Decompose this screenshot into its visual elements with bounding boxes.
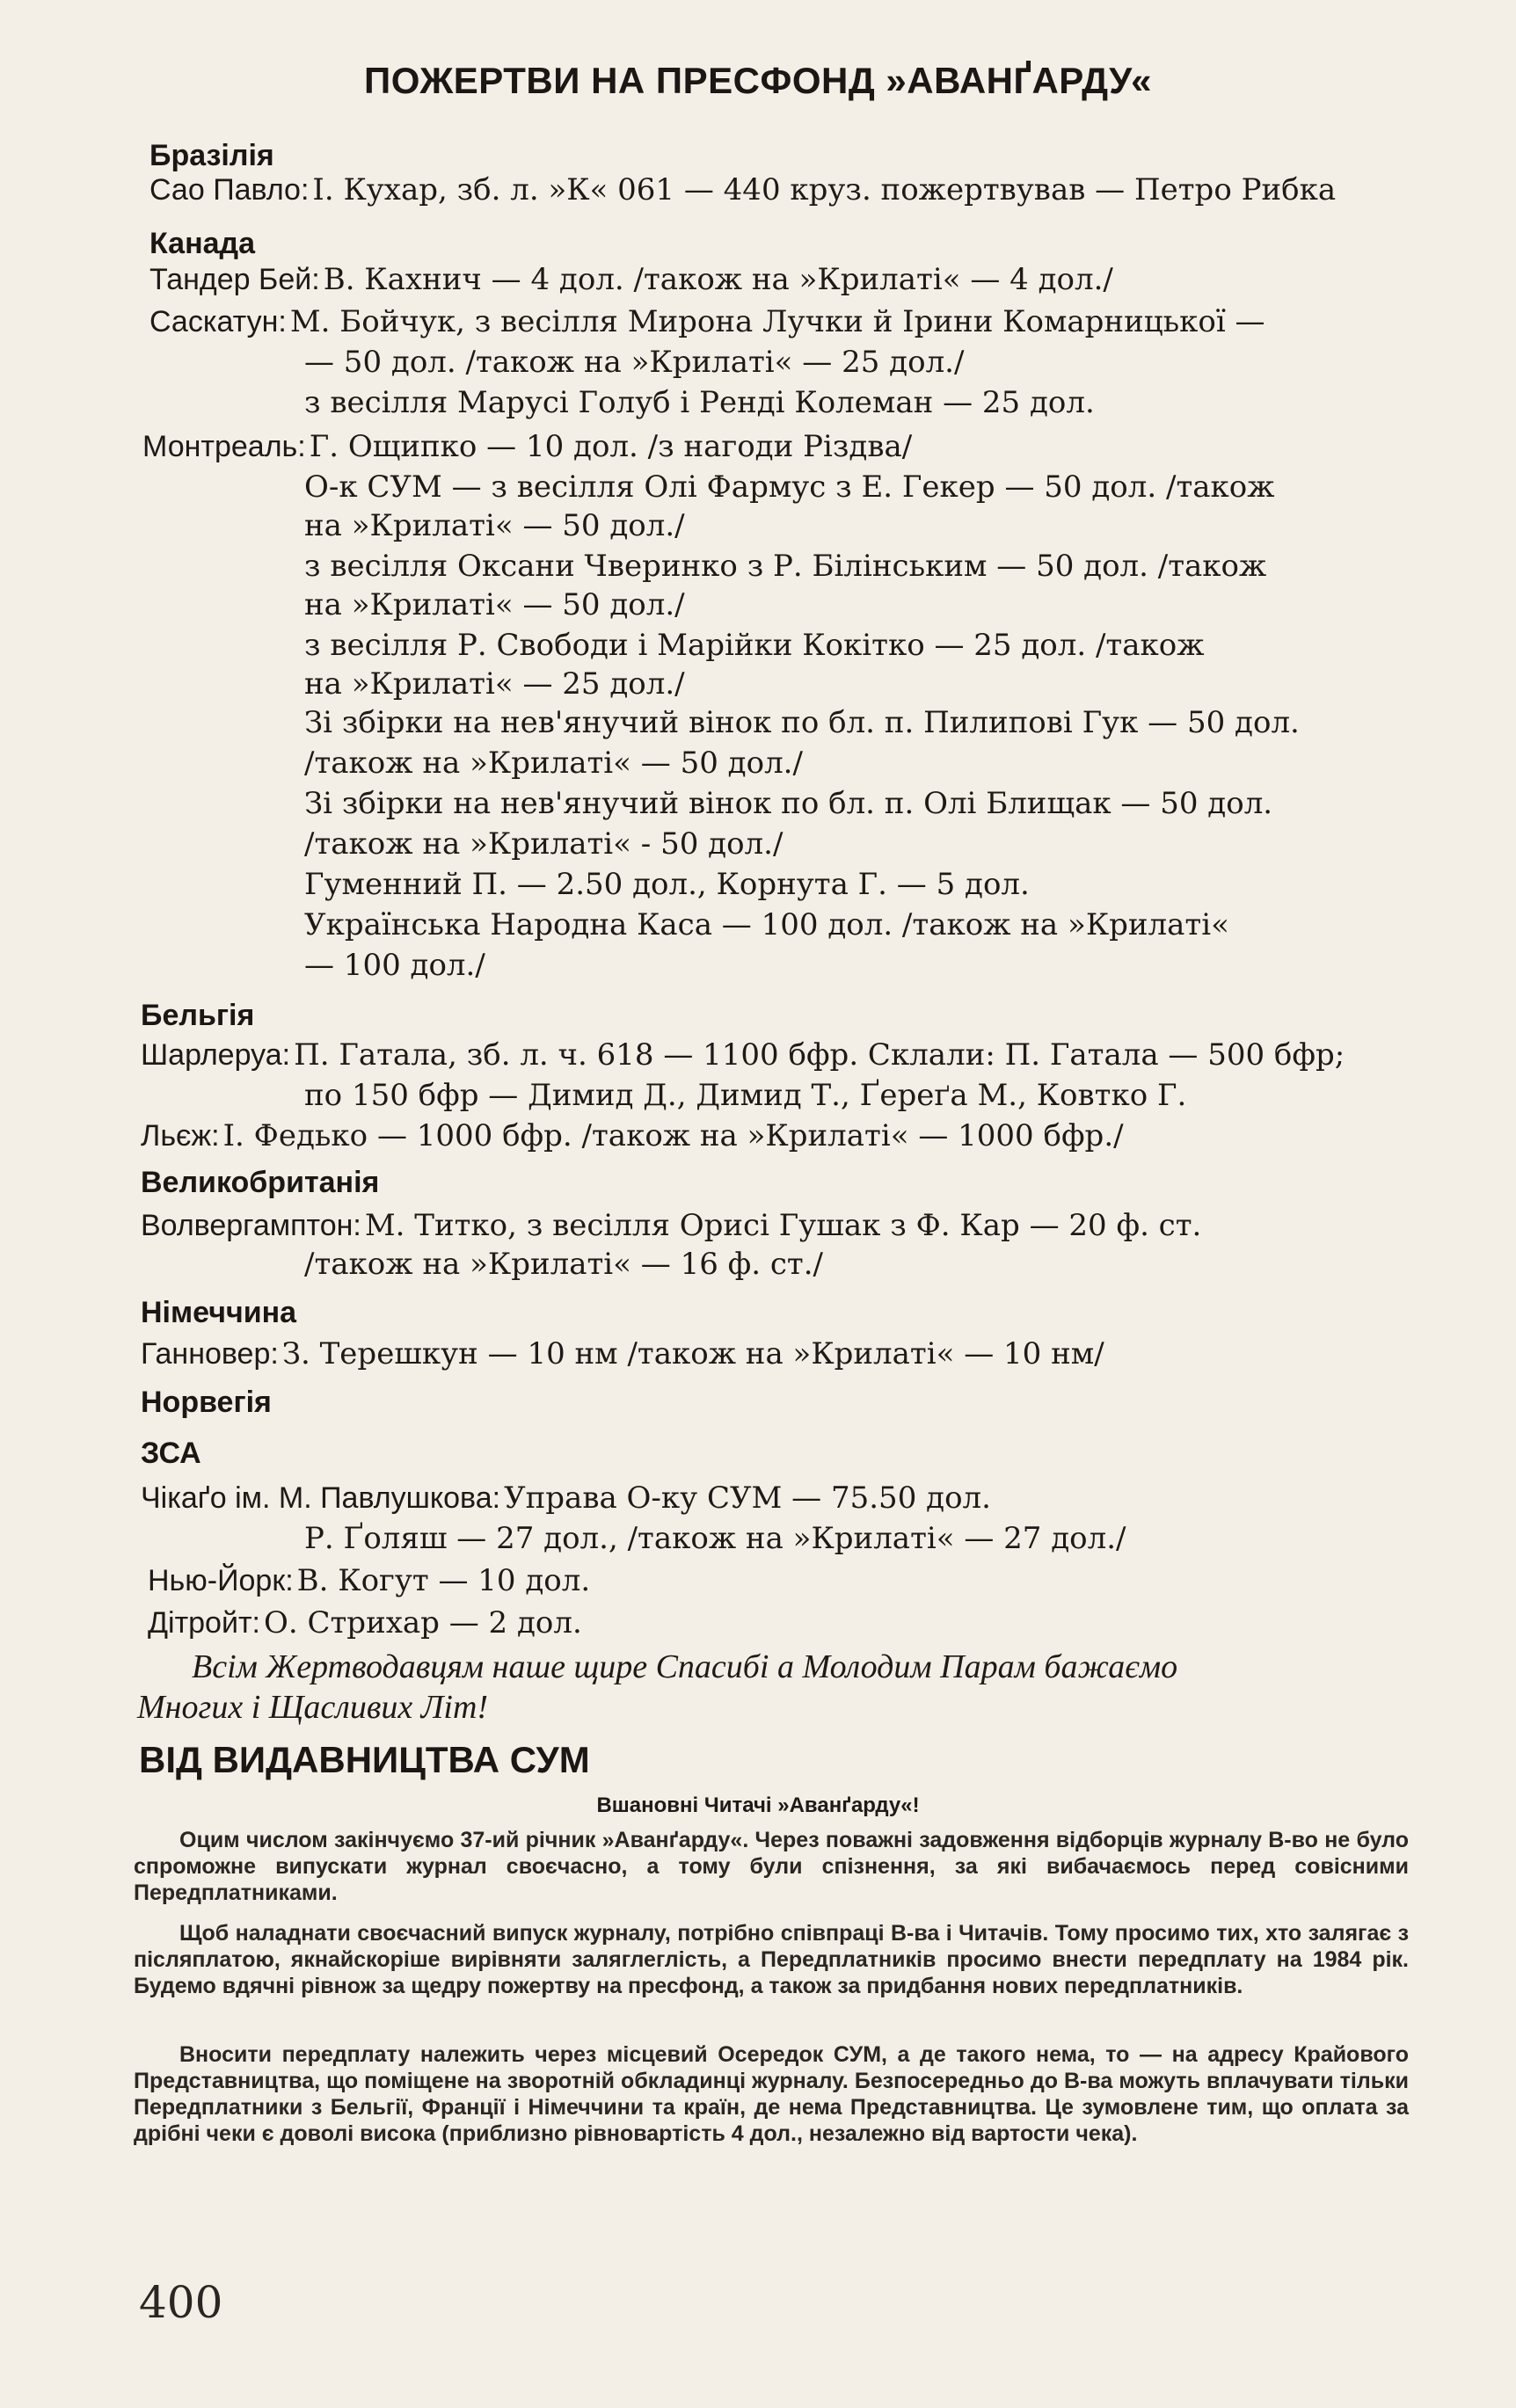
paragraph-1: Оцим числом закінчуємо 37-ий річник »Аванґарду«. Через поважні задовження відборців журналу В-во не було спроможне випускати журнал своєчасно, а тому були спізнення, за які вибачаємось перед совісними Передплатниками.: [134, 1828, 1409, 1905]
donation-line: [141, 1336, 1104, 1371]
city-label: Волвергамптон:: [141, 1209, 361, 1242]
donation-text: М. Бойчук, з весілля Мирона Лучки й Ірини Комарницької —: [289, 304, 1265, 339]
donation-text: М. Титко, з весілля Орисі Гушак з Ф. Кар — 20 ф. ст.: [364, 1208, 1202, 1243]
donation-continuation: на »Крилаті« — 50 дол./: [304, 587, 685, 622]
donation-continuation: — 50 дол. /також на »Крилаті« — 25 дол./: [304, 345, 965, 380]
city-label: Тандер Бей:: [149, 263, 320, 296]
donation-continuation: Зі збірки на нев'янучий вінок по бл. п. Олі Блищак — 50 дол.: [304, 786, 1273, 821]
donation-line: [148, 1605, 582, 1640]
donation-continuation: /також на »Крилаті« - 50 дол./: [304, 826, 784, 862]
donation-continuation: з весілля Оксани Чверинко з Р. Білінським — 50 дол. /також: [304, 549, 1267, 584]
city-label: Нью-Йорк:: [148, 1564, 294, 1597]
donation-continuation: — 100 дол./: [304, 948, 485, 983]
donation-text: В. Когут — 10 дол.: [296, 1563, 591, 1598]
donation-continuation: з весілля Р. Свободи і Марійки Кокітко — 25 дол. /також: [304, 628, 1205, 663]
country-heading-germany: Німеччина: [141, 1296, 297, 1329]
donation-text: Управа О-ку СУМ — 75.50 дол.: [504, 1480, 991, 1516]
donation-line: [142, 429, 912, 464]
donation-text: І. Кухар, зб. л. »К« 061 — 440 круз. пожертвував — Петро Рибка: [312, 172, 1337, 207]
greeting: Вшановні Читачі »Аванґарду«!: [596, 1793, 920, 1817]
city-label: Льєж:: [141, 1119, 220, 1153]
page-number: 400: [139, 2277, 223, 2328]
donation-continuation: на »Крилаті« — 50 дол./: [304, 508, 685, 543]
city-label: Шарлеруа:: [141, 1038, 291, 1072]
paragraph-3: Вносити передплату належить через місцевий Осередок СУМ, а де такого нема, то — на адресу Крайового Представництва, що поміщене на зворотній обкладинці журналу. Безпосередньо до В-ва можуть вплачувати тільки Передплатники з Бельгії, Франції і Німеччини та країн, де нема Представництва. Це зумовлене тим, що оплата за дрібні чеки є доволі висока (приблизно рівновартість 4 дол., незалежно від вартости чека).: [134, 2042, 1409, 2146]
donation-line: [141, 1037, 1345, 1073]
country-heading-belgium: Бельгія: [141, 999, 255, 1032]
donation-continuation: /також на »Крилаті« — 16 ф. ст./: [304, 1247, 824, 1282]
city-label: Дітройт:: [148, 1606, 260, 1640]
country-heading-norway: Норвегія: [141, 1386, 272, 1419]
donation-continuation: /також на »Крилаті« — 50 дол./: [304, 746, 803, 781]
city-label: Саскатун:: [149, 305, 287, 338]
country-heading-canada: Канада: [149, 227, 256, 260]
city-label: Сао Павло:: [149, 173, 310, 207]
donation-line: [141, 1118, 1124, 1153]
donation-line: [149, 304, 1265, 339]
donation-line: [148, 1563, 590, 1598]
donation-line: [149, 262, 1113, 297]
donation-text: В. Кахнич — 4 дол. /також на »Крилаті« — 4 дол./: [323, 262, 1113, 297]
country-heading-usa: ЗСА: [141, 1437, 201, 1470]
donation-text: Г. Ощипко — 10 дол. /з нагоди Різдва/: [309, 429, 913, 464]
donation-continuation: Зі збірки на нев'янучий вінок по бл. п. Пилипові Гук — 50 дол.: [304, 705, 1300, 740]
section-title-publisher: ВІД ВИДАВНИЦТВА СУМ: [139, 1739, 590, 1780]
donation-line: [141, 1480, 991, 1516]
page-title: ПОЖЕРТВИ НА ПРЕСФОНД »АВАНҐАРДУ«: [364, 60, 1152, 101]
city-label: Монтреаль:: [142, 430, 306, 463]
thanks-line-2: Многих і Щасливих Літ!: [137, 1689, 489, 1726]
country-heading-uk: Великобританія: [141, 1166, 380, 1199]
donation-text: П. Гатала, зб. л. ч. 618 — 1100 бфр. Склали: П. Гатала — 500 бфр;: [294, 1037, 1345, 1073]
donation-line: [141, 1208, 1201, 1243]
donation-continuation: Р. Ґоляш — 27 дол., /також на »Крилаті« — 27 дол./: [304, 1521, 1126, 1556]
donation-continuation: Гуменний П. — 2.50 дол., Корнута Г. — 5 дол.: [304, 867, 1030, 902]
donation-line: [149, 172, 1336, 207]
donation-text: І. Федько — 1000 бфр. /також на »Крилаті« — 1000 бфр./: [222, 1118, 1124, 1153]
donation-continuation: Українська Народна Каса — 100 дол. /також на »Крилаті«: [304, 907, 1229, 942]
country-heading-brazil: Бразілія: [149, 139, 274, 172]
city-label: Чікаґо ім. М. Павлушкова:: [141, 1481, 501, 1515]
donation-text: З. Терешкун — 10 нм /також на »Крилаті« — 10 нм/: [281, 1336, 1104, 1371]
thanks-line-1: Всім Жертводавцям наше щире Спасибі а Молодим Парам бажаємо: [192, 1648, 1178, 1685]
donation-continuation: з весілля Марусі Голуб і Ренді Колеман — 25 дол.: [304, 385, 1095, 420]
city-label: Ганновер:: [141, 1337, 279, 1371]
donation-continuation: О-к СУМ — з весілля Олі Фармус з Е. Гекер — 50 дол. /також: [304, 469, 1275, 505]
paragraph-2: Щоб наладнати своєчасний випуск журналу, потрібно співпраці В-ва і Читачів. Тому просимо тих, хто залягає з післяплатою, якнайскоріше вирівняти заляглеглість, а Передплатників просимо внести передплату на 1984 рік. Будемо вдячні рівнож за щедру пожертву на пресфонд, а також за придбання нових передплатників.: [134, 1921, 1409, 1998]
donation-continuation: на »Крилаті« — 25 дол./: [304, 666, 685, 702]
donation-text: О. Стрихар — 2 дол.: [263, 1605, 582, 1640]
donation-continuation: по 150 бфр — Димид Д., Димид Т., Ґереґа М., Ковтко Г.: [304, 1078, 1187, 1113]
